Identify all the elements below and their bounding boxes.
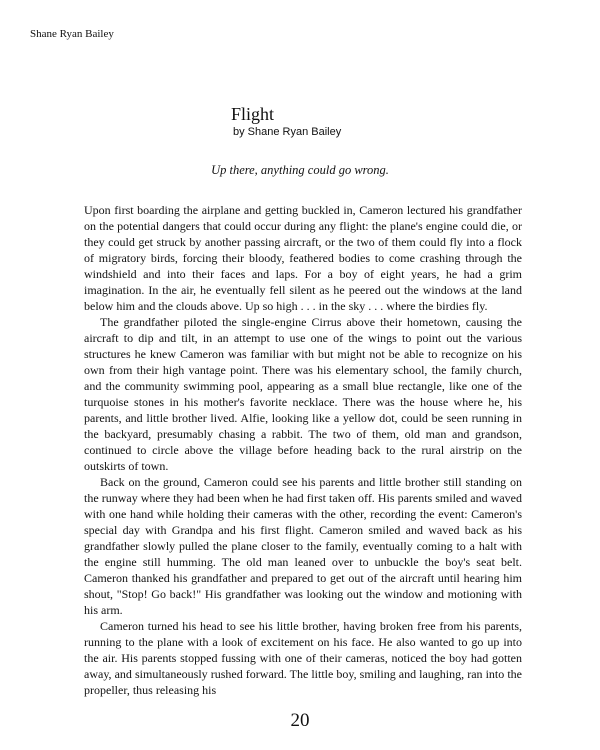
body-paragraph-2: The grandfather piloted the single-engine Cirrus above their hometown, causing the aircraft to dip and tilt, in an attempt to use one of the wings to point out the various structures he knew Cameron was familiar with but might not be able to recognize on his own from their high vantage point. There was his elementary school, the family church, and the community swimming pool, appearing as a small blue rectangle, like one of the turquoise stones in his mother's favorite necklace. There was the house where he, his parents, and little brother lived. Alfie, looking like a yellow dot, could be seen running in the backyard, presumably chasing a rabbit. The two of them, old man and grandson, continued to circle above the village before heading back to the rural airstrip on the outskirts of town. <box>84 315 522 473</box>
page-number: 20 <box>290 710 310 731</box>
body-paragraph-4: Cameron turned his head to see his little brother, having broken free from his parents, running to the plane with a look of excitement on his face. He also wanted to go up into the air. His parents stopped fussing with one of their cameras, noticed the boy had gotten away, and simultaneously rushed forward. The little boy, smiling and laughing, ran into the propeller, thus releasing his <box>84 619 522 697</box>
title-block <box>231 104 341 138</box>
epigraph: Up there, anything could go wrong. <box>211 163 389 177</box>
body-paragraph-3: Back on the ground, Cameron could see his parents and little brother still standing on the runway where they had been when he had first taken off. His parents smiled and waved with one hand while holding their cameras with the other, recording the event: Cameron's special day with Grandpa and his first flight. Cameron smiled and waved back as his grandfather slowly pulled the plane closer to the family, eventually coming to a halt with the engine still humming. The old man leaned over to unbuckle the boy's seat belt. Cameron thanked his grandfather and prepared to get out of the aircraft until hearing him shout, "Stop! Go back!" His grandfather was looking out the window and motioning with his arm. <box>84 475 522 617</box>
body-paragraph-1: Upon first boarding the airplane and getting buckled in, Cameron lectured his grandfather on the potential dangers that could occur during any flight: the plane's engine could die, or they could get struck by another passing aircraft, or the two of them could fly into a flock of migratory birds, forcing their bloody, feathered bodies to come crashing through the windshield and into their faces and laps. For a boy of eight years, he had a grim imagination. In the air, he eventually fell silent as he peered out the windows at the land below him and the clouds above. Up so high . . . in the sky . . . where the birdies fly. <box>84 203 522 313</box>
running-header: Shane Ryan Bailey <box>30 28 114 40</box>
story-title: Flight <box>231 104 275 124</box>
story-byline: by Shane Ryan Bailey <box>233 126 342 138</box>
story-body <box>84 202 522 698</box>
